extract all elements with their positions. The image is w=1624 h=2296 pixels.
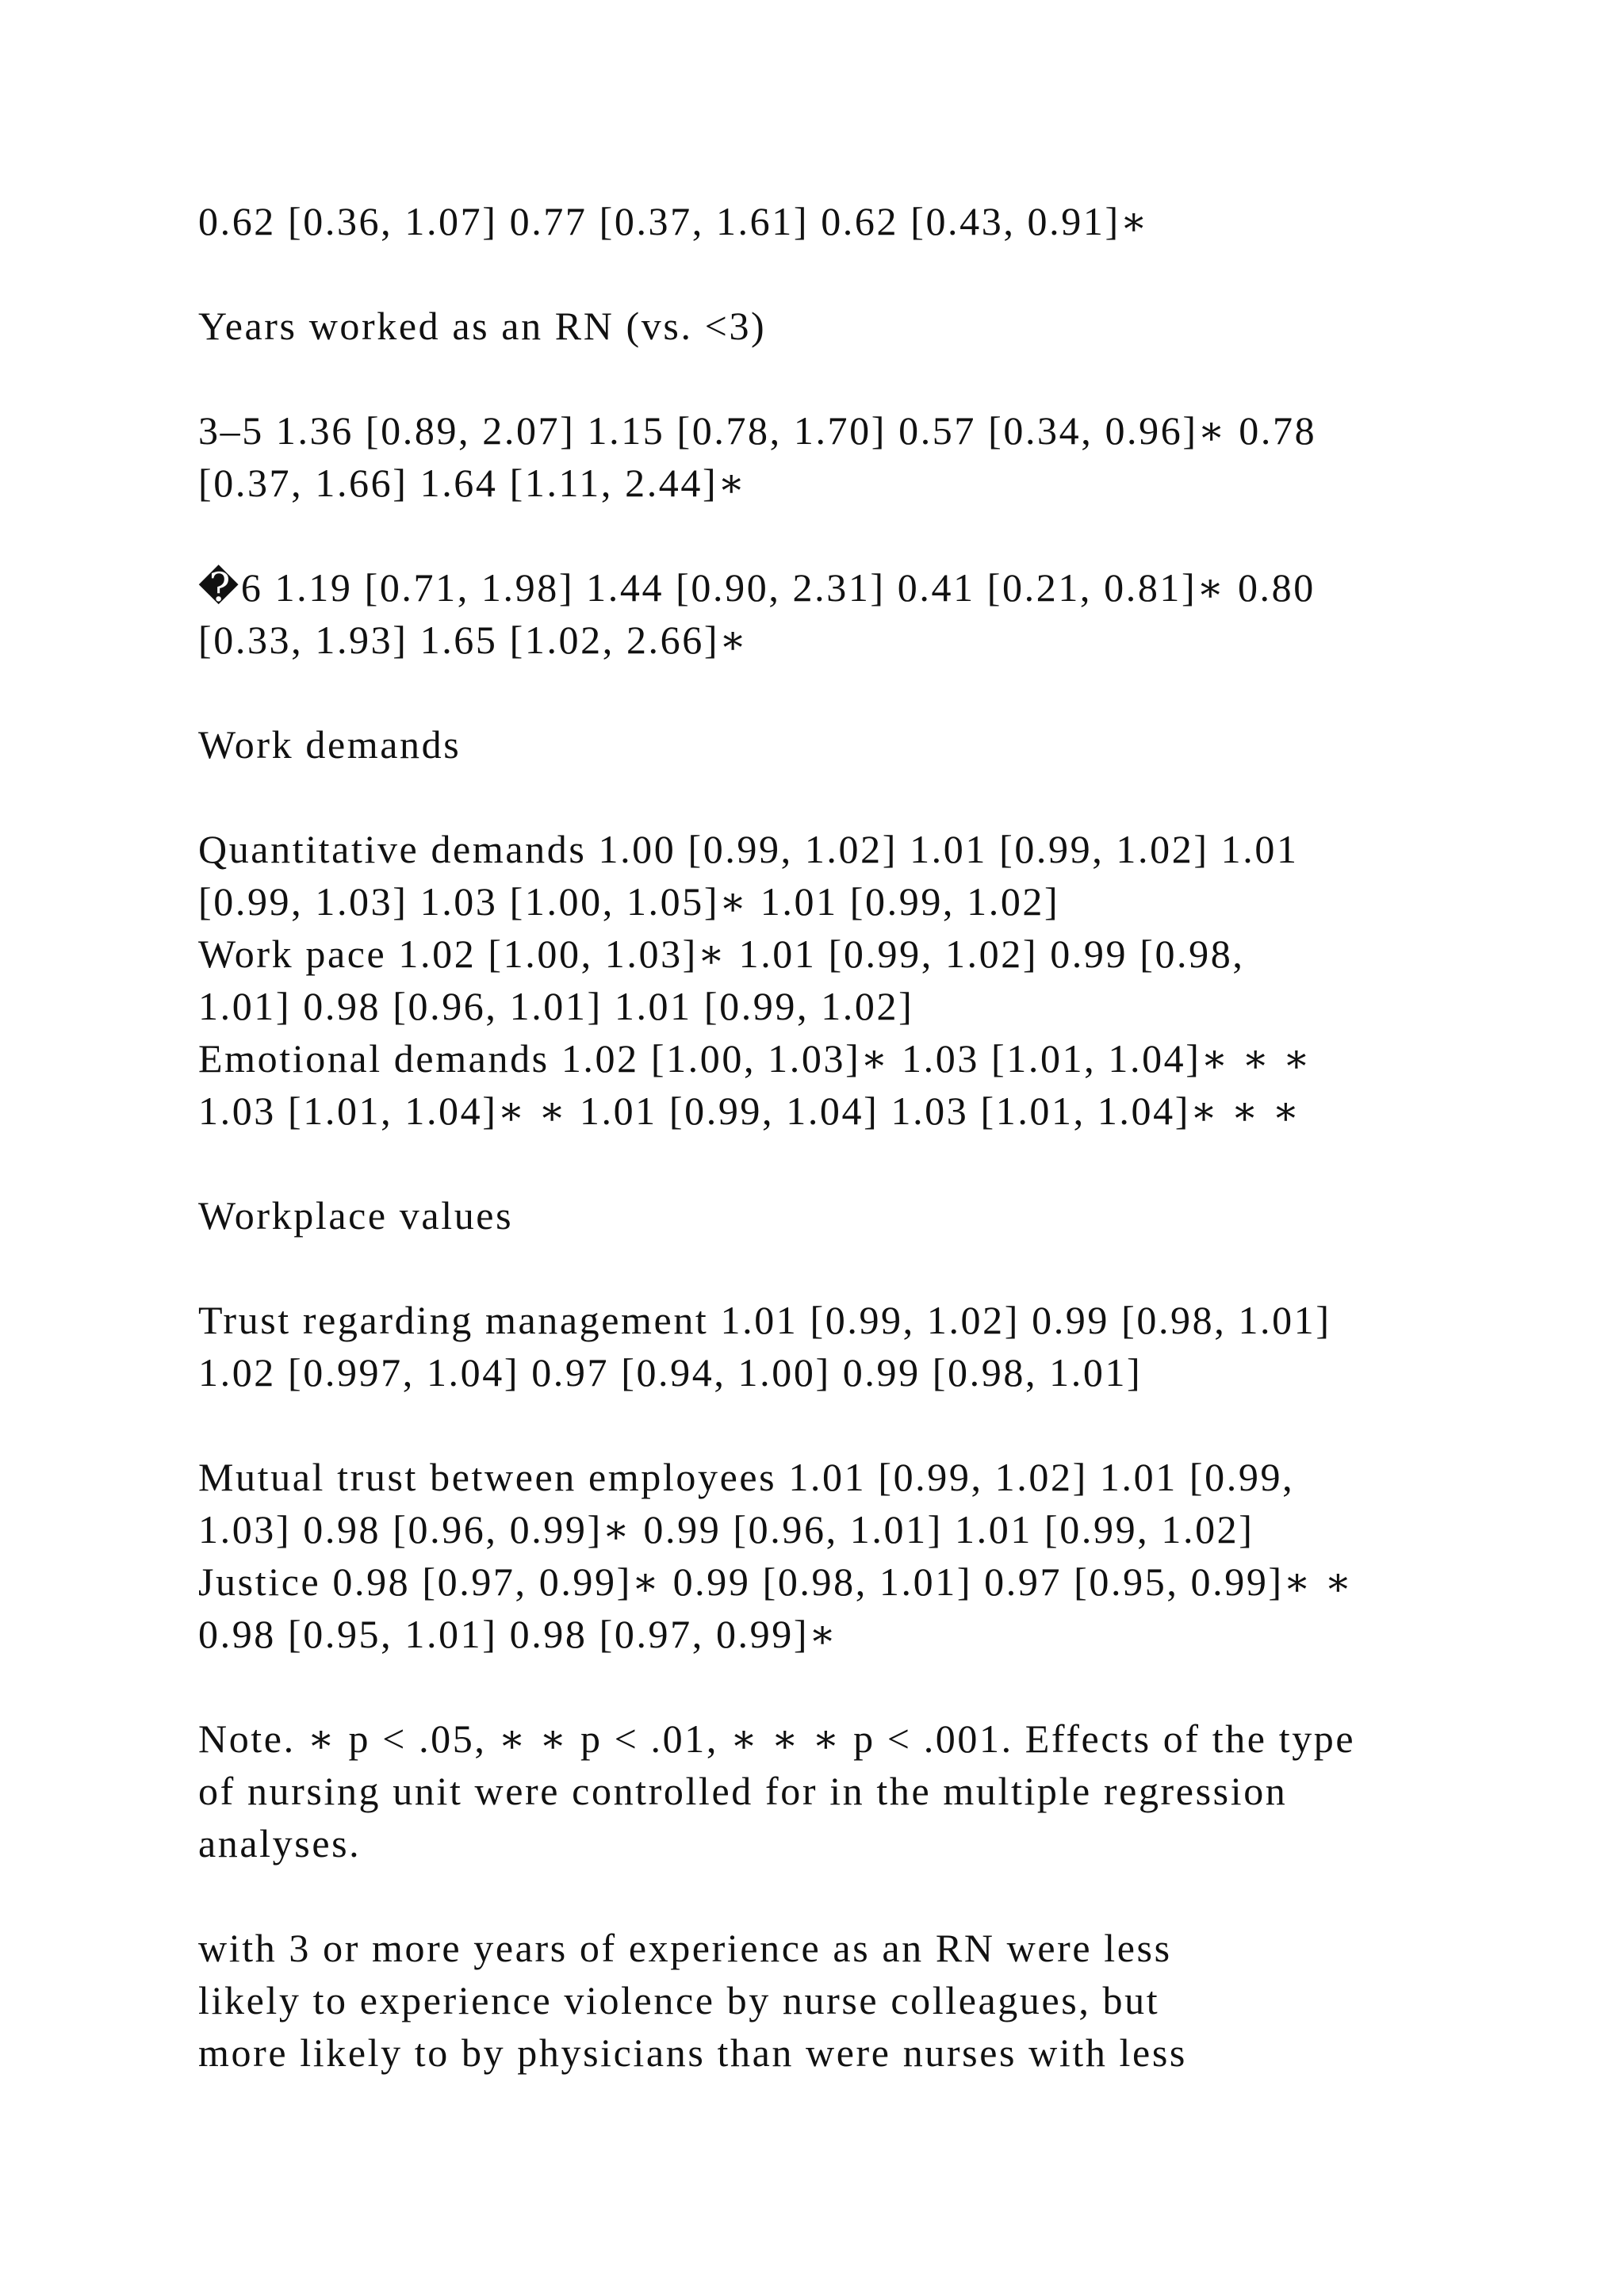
text-line: of nursing unit were controlled for in the multiple regression xyxy=(198,1769,1288,1813)
paragraph-heading-workplace-values xyxy=(198,1189,1507,1242)
paragraph-years-3-5 xyxy=(198,404,1507,509)
text-line: Mutual trust between employees 1.01 [0.99, 1.02] 1.01 [0.99, xyxy=(198,1455,1295,1499)
text-line: analyses. xyxy=(198,1821,362,1866)
text-line: [0.99, 1.03] 1.03 [1.00, 1.05]∗ 1.01 [0.99, 1.02] xyxy=(198,879,1060,924)
text-line: 0.62 [0.36, 1.07] 0.77 [0.37, 1.61] 0.62 [0.43, 0.91]∗ xyxy=(198,199,1150,243)
text-line: Work pace 1.02 [1.00, 1.03]∗ 1.01 [0.99, 1.02] 0.99 [0.98, xyxy=(198,932,1245,976)
text-line: more likely to by physicians than were nurses with less xyxy=(198,2030,1187,2075)
text-line: 1.03] 0.98 [0.96, 0.99]∗ 0.99 [0.96, 1.01] 1.01 [0.99, 1.02] xyxy=(198,1507,1254,1552)
text-line: 3–5 1.36 [0.89, 2.07] 1.15 [0.78, 1.70] 0.57 [0.34, 0.96]∗ 0.78 xyxy=(198,408,1317,453)
paragraph-body-text xyxy=(198,1922,1507,2079)
text-line: Trust regarding management 1.01 [0.99, 1.02] 0.99 [0.98, 1.01] xyxy=(198,1298,1331,1342)
text-line: 0.98 [0.95, 1.01] 0.98 [0.97, 0.99]∗ xyxy=(198,1612,838,1656)
text-line: [0.33, 1.93] 1.65 [1.02, 2.66]∗ xyxy=(198,618,749,662)
text-line: 1.03 [1.01, 1.04]∗ ∗ 1.01 [0.99, 1.04] 1.03 [1.01, 1.04]∗ ∗ ∗ xyxy=(198,1089,1301,1133)
text-line: �6 1.19 [0.71, 1.98] 1.44 [0.90, 2.31] 0.41 [0.21, 0.81]∗ 0.80 xyxy=(198,565,1316,610)
text-line: Workplace values xyxy=(198,1193,514,1238)
document-body xyxy=(198,195,1507,2131)
text-line: with 3 or more years of experience as an RN were less xyxy=(198,1926,1172,1970)
text-line: Years worked as an RN (vs. <3) xyxy=(198,304,767,348)
paragraph-table-note xyxy=(198,1712,1507,1869)
paragraph-years-6-plus xyxy=(198,561,1507,666)
paragraph-trust-management xyxy=(198,1294,1507,1399)
paragraph-work-demands-rows xyxy=(198,823,1507,1137)
paragraph-results-row xyxy=(198,195,1507,247)
paragraph-heading-years-worked xyxy=(198,300,1507,352)
text-line: Note. ∗ p < .05, ∗ ∗ p < .01, ∗ ∗ ∗ p < .001. Effects of the type xyxy=(198,1716,1356,1761)
text-line: Quantitative demands 1.00 [0.99, 1.02] 1.01 [0.99, 1.02] 1.01 xyxy=(198,827,1299,871)
text-line: 1.02 [0.997, 1.04] 0.97 [0.94, 1.00] 0.99 [0.98, 1.01] xyxy=(198,1350,1143,1395)
text-line: [0.37, 1.66] 1.64 [1.11, 2.44]∗ xyxy=(198,461,747,505)
text-line: 1.01] 0.98 [0.96, 1.01] 1.01 [0.99, 1.02] xyxy=(198,984,914,1028)
text-line: Justice 0.98 [0.97, 0.99]∗ 0.99 [0.98, 1.01] 0.97 [0.95, 0.99]∗ ∗ xyxy=(198,1559,1354,1604)
text-line: Emotional demands 1.02 [1.00, 1.03]∗ 1.03 [1.01, 1.04]∗ ∗ ∗ xyxy=(198,1036,1312,1081)
paragraph-heading-work-demands xyxy=(198,718,1507,771)
text-line: likely to experience violence by nurse colleagues, but xyxy=(198,1978,1160,2022)
text-line: Work demands xyxy=(198,722,462,767)
paragraph-mutual-trust-justice xyxy=(198,1451,1507,1660)
